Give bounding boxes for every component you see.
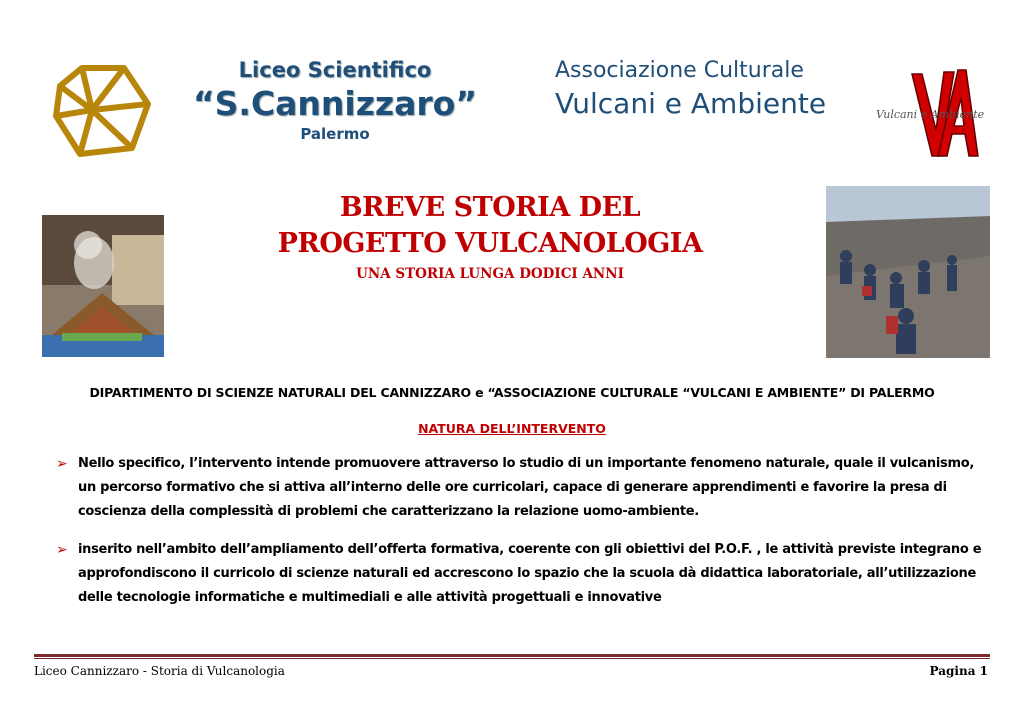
association-header <box>555 58 855 120</box>
school-logo-polyhedron <box>52 64 152 160</box>
arrow-bullet-icon: ➢ <box>56 542 68 558</box>
volcano-model-photo <box>42 215 164 357</box>
footer-page-number: Pagina 1 <box>929 664 988 678</box>
title-line-2: PROGETTO VULCANOLOGIA <box>277 228 703 259</box>
document-title <box>230 190 750 282</box>
department-line: DIPARTIMENTO DI SCIENZE NATURALI DEL CANNIZZARO e “ASSOCIAZIONE CULTURALE “VULCANI E AMBIENTE” DI PALERMO <box>89 385 935 400</box>
bullet-item <box>56 452 996 524</box>
bullet-item <box>56 538 996 610</box>
footer-divider <box>34 654 990 657</box>
association-logo-text: Vulcani e Ambiente <box>876 108 984 121</box>
school-name: “S.Cannizzaro” <box>192 84 478 123</box>
footer-document-name: Liceo Cannizzaro - Storia di Vulcanologia <box>34 664 285 678</box>
footer-divider-thin <box>34 658 990 659</box>
association-logo-va <box>874 64 984 164</box>
bullet-text: Nello specifico, l’intervento intende promuovere attraverso lo studio di un importante fenomeno naturale, quale il vulcanismo, un percorso formativo che si attiva all’interno delle ore curricolari, capace di generare apprendimenti e favorire la presa di coscienza della complessità di problemi che caratterizzano la relazione uomo-ambiente. <box>78 456 974 519</box>
association-name: Vulcani e Ambiente <box>555 87 827 120</box>
students-field-trip-photo <box>826 186 990 358</box>
section-heading: NATURA DELL’INTERVENTO <box>418 421 606 436</box>
bullet-text: inserito nell’ambito dell’ampliamento dell’offerta formativa, coerente con gli obiettivi del P.O.F. , le attività previste integrano e approfondiscono il curricolo di scienze naturali ed accrescono lo spazio che la scuola dà didattica laboratoriale, all’utilizzazione delle tecnologie informatiche e multimediali e alle attività progettuali e innovative <box>78 542 982 605</box>
document-subtitle: UNA STORIA LUNGA DODICI ANNI <box>356 266 624 282</box>
title-line-1: BREVE STORIA DEL <box>339 192 641 223</box>
association-type: Associazione Culturale <box>555 58 804 83</box>
school-header <box>180 58 490 143</box>
arrow-bullet-icon: ➢ <box>56 456 68 472</box>
school-type: Liceo Scientifico <box>238 58 432 82</box>
school-city: Palermo <box>300 125 370 143</box>
